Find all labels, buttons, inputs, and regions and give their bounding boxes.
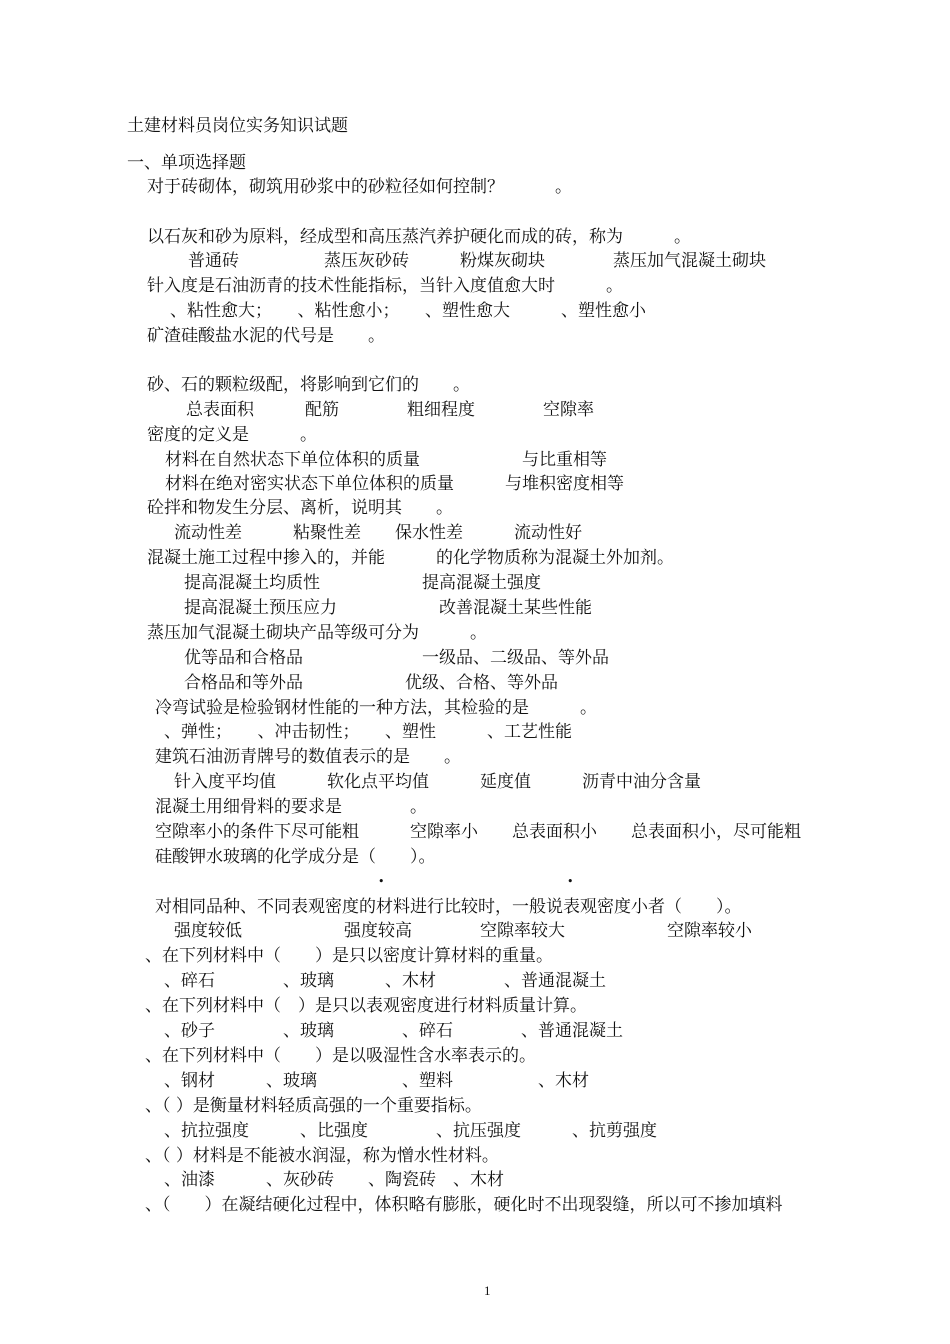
answer-options: 优等品和合格品 一级品、二级品、等外品 (184, 648, 609, 668)
answer-options: 流动性差 粘聚性差 保水性差 流动性好 (174, 523, 582, 543)
answer-options: 空隙率小的条件下尽可能粗 空隙率小 总表面积小 总表面积小，尽可能粗 (155, 822, 801, 842)
question-text: 密度的定义是 。 (147, 425, 317, 445)
answer-options: 针入度平均值 软化点平均值 延度值 沥青中油分含量 (174, 772, 701, 792)
answer-options: 合格品和等外品 优级、合格、等外品 (184, 673, 558, 693)
bullet-mark: • (567, 875, 574, 888)
question-text: 混凝土施工过程中掺入的，并能 的化学物质称为混凝土外加剂。 (147, 548, 674, 568)
answer-options: 、粘性愈大； 、粘性愈小； 、塑性愈大 、塑性愈小 (170, 301, 646, 321)
question-text: 、（ ）材料是不能被水润湿，称为憎水性材料。 (145, 1146, 499, 1166)
question-text: 硅酸钾水玻璃的化学成分是（ ）。 (155, 847, 436, 867)
section-heading: 一、单项选择题 (127, 153, 246, 173)
question-text: 以石灰和砂为原料，经成型和高压蒸汽养护硬化而成的砖，称为 。 (147, 227, 691, 247)
bullet-mark: • (378, 875, 385, 888)
question-text: 、（ ）是衡量材料轻质高强的一个重要指标。 (145, 1096, 482, 1116)
question-text: 、在下列材料中（ ）是以吸湿性含水率表示的。 (145, 1046, 536, 1066)
question-text: 、（ ）在凝结硬化过程中，体积略有膨胀，硬化时不出现裂缝，所以可不掺加填料 (145, 1195, 783, 1215)
question-text: 冷弯试验是检验钢材性能的一种方法，其检验的是 。 (155, 698, 597, 718)
question-text: 、在下列材料中（ ）是只以密度计算材料的重量。 (145, 946, 553, 966)
document-title: 土建材料员岗位实务知识试题 (127, 116, 348, 136)
answer-options: 总表面积 配筋 粗细程度 空隙率 (186, 400, 594, 420)
question-text: 针入度是石油沥青的技术性能指标，当针入度值愈大时 。 (147, 276, 623, 296)
question-text: 对相同品种、不同表观密度的材料进行比较时，一般说表观密度小者（ ）。 (155, 897, 742, 917)
answer-options: 提高混凝土均质性 提高混凝土强度 (184, 573, 541, 593)
question-text: 砼拌和物发生分层、离析，说明其 。 (147, 498, 453, 518)
question-text: 蒸压加气混凝土砌块产品等级可分为 。 (147, 623, 487, 643)
question-text: 混凝土用细骨料的要求是 。 (155, 797, 427, 817)
answer-options: 强度较低 强度较高 空隙率较大 空隙率较小 (174, 921, 752, 941)
answer-options: 材料在绝对密实状态下单位体积的质量 与堆积密度相等 (165, 474, 624, 494)
question-text: 矿渣硅酸盐水泥的代号是 。 (147, 326, 385, 346)
question-text: 、在下列材料中（ ）是只以表观密度进行材料质量计算。 (145, 996, 587, 1016)
page-number: 1 (484, 1283, 491, 1298)
answer-options: 、油漆 、灰砂砖 、陶瓷砖 、木材 (164, 1170, 504, 1190)
answer-options: 、弹性； 、冲击韧性； 、塑性 、工艺性能 (164, 722, 572, 742)
answer-options: 普通砖 蒸压灰砂砖 粉煤灰砌块 蒸压加气混凝土砌块 (188, 251, 766, 271)
answer-options: 、碎石 、玻璃 、木材 、普通混凝土 (164, 971, 606, 991)
answer-options: 、抗拉强度 、比强度 、抗压强度 、抗剪强度 (164, 1121, 657, 1141)
question-text: 砂、石的颗粒级配，将影响到它们的 。 (147, 375, 470, 395)
answer-options: 材料在自然状态下单位体积的质量 与比重相等 (165, 450, 607, 470)
answer-options: 提高混凝土预压应力 改善混凝土某些性能 (184, 598, 592, 618)
question-text: 对于砖砌体，砌筑用砂浆中的砂粒径如何控制？ 。 (147, 177, 572, 197)
answer-options: 、砂子 、玻璃 、碎石 、普通混凝土 (164, 1021, 623, 1041)
question-text: 建筑石油沥青牌号的数值表示的是 。 (155, 747, 461, 767)
answer-options: 、钢材 、玻璃 、塑料 、木材 (164, 1071, 589, 1091)
